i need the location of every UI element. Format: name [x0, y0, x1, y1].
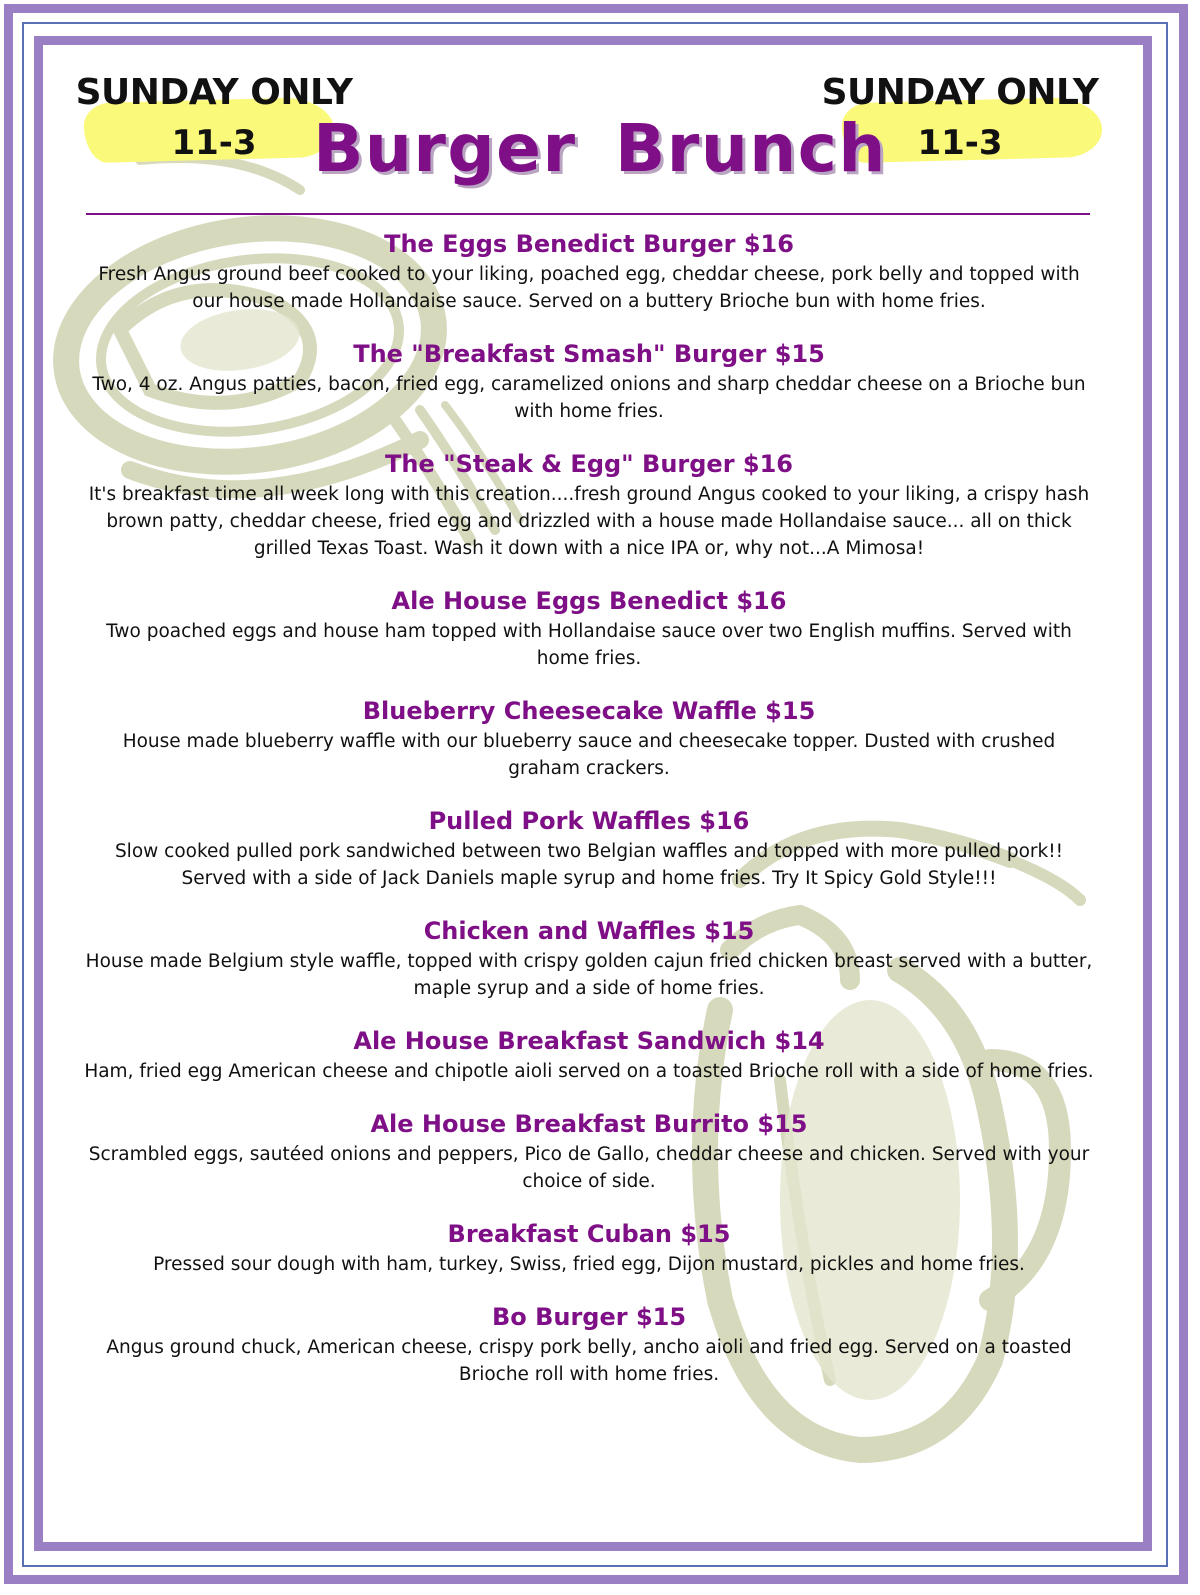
menu-item	[80, 694, 1098, 782]
menu-item-name: The Eggs Benedict Burger $16	[384, 230, 794, 258]
menu-item-name: Pulled Pork Waffles $16	[428, 807, 750, 835]
menu-item	[80, 1024, 1098, 1085]
menu-item-description: Fresh Angus ground beef cooked to your liking, poached egg, cheddar cheese, pork belly and topped with our house made Hollandaise sauce. Served on a buttery Brioche bun with home fries.	[98, 264, 1080, 312]
menu-item	[80, 337, 1098, 425]
menu-item-description: House made blueberry waffle with our blueberry sauce and cheesecake topper. Dusted with crushed graham crackers.	[122, 731, 1056, 779]
sunday-only-label: SUNDAY ONLY	[75, 72, 353, 113]
menu-item-name: Breakfast Cuban $15	[447, 1220, 731, 1248]
menu-item-name: The "Breakfast Smash" Burger $15	[353, 340, 825, 368]
menu-item-name: Ale House Breakfast Sandwich $14	[353, 1027, 825, 1055]
page-title: Burger Brunch	[313, 110, 887, 187]
menu-item	[80, 584, 1098, 672]
menu-item-name: Bo Burger $15	[491, 1303, 687, 1331]
menu-item-name: Ale House Eggs Benedict $16	[391, 587, 787, 615]
menu-item	[80, 227, 1098, 315]
menu-item-description: Two poached eggs and house ham topped with Hollandaise sauce over two English muffins. Served with home fries.	[106, 621, 1072, 669]
menu-list	[80, 227, 1098, 1410]
menu-item-description: Ham, fried egg American cheese and chipotle aioli served on a toasted Brioche roll with a side of home fries.	[84, 1061, 1094, 1082]
menu-item-description: Scrambled eggs, sautéed onions and peppers, Pico de Gallo, cheddar cheese and chicken. Served with your choice of side.	[88, 1144, 1090, 1192]
menu-item-description: House made Belgium style waffle, topped with crispy golden cajun fried chicken breast served with a butter, maple syrup and a side of home fries.	[85, 951, 1093, 999]
menu-item-name: The "Steak & Egg" Burger $16	[385, 450, 793, 478]
menu-item-description: Two, 4 oz. Angus patties, bacon, fried egg, caramelized onions and sharp cheddar cheese on a Brioche bun with home fries.	[92, 374, 1086, 422]
sunday-only-label: SUNDAY ONLY	[821, 72, 1099, 113]
menu-item	[80, 1300, 1098, 1388]
menu-item	[80, 1217, 1098, 1278]
menu-item-name: Ale House Breakfast Burrito $15	[370, 1110, 808, 1138]
menu-item-description: Pressed sour dough with ham, turkey, Swiss, fried egg, Dijon mustard, pickles and home fries.	[153, 1254, 1025, 1275]
menu-item-description: It's breakfast time all week long with this creation....fresh ground Angus cooked to your liking, a crispy hash brown patty, cheddar cheese, fried egg and drizzled with a house made Hollandaise sauce... all on thick grilled Texas Toast. Wash it down with a nice IPA or, why not...A Mimosa!	[88, 484, 1090, 559]
menu-item	[80, 804, 1098, 892]
hours-label: 11-3	[917, 123, 1003, 163]
menu-item-description: Slow cooked pulled pork sandwiched between two Belgian waffles and topped with more pulled pork!! Served with a side of Jack Daniels maple syrup and home fries. Try It Spicy Gold Style!!!	[114, 841, 1064, 889]
menu-item-description: Angus ground chuck, American cheese, crispy pork belly, ancho aioli and fried egg. Served on a toasted Brioche roll with home fries.	[106, 1337, 1072, 1385]
hours-label: 11-3	[171, 123, 257, 163]
menu-item	[80, 1107, 1098, 1195]
title-divider	[86, 213, 1090, 215]
menu-item-name: Blueberry Cheesecake Waffle $15	[362, 697, 816, 725]
menu-item	[80, 914, 1098, 1002]
menu-item-name: Chicken and Waffles $15	[423, 917, 755, 945]
menu-item	[80, 447, 1098, 562]
